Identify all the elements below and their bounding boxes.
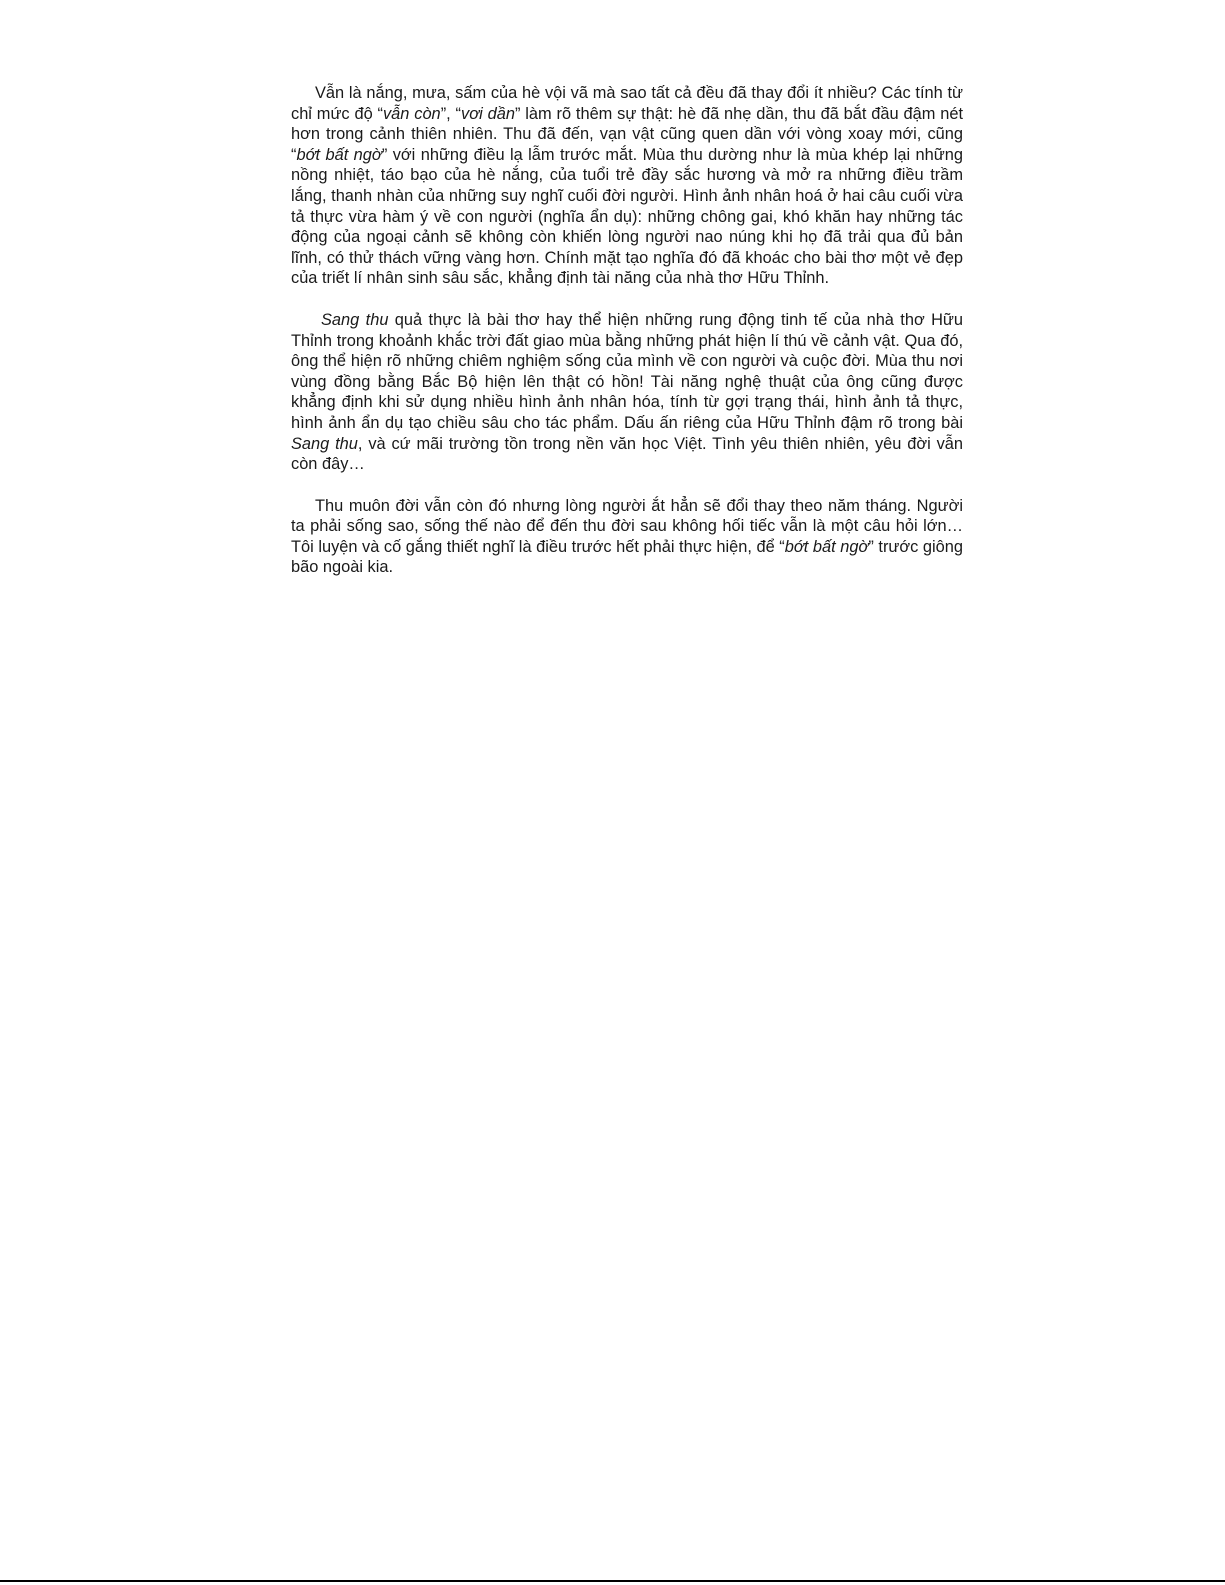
paragraph-sang-thu-summary: Sang thu quả thực là bài thơ hay thể hiện những rung động tinh tế của nhà thơ Hữu Thỉnh trong khoảnh khắc trời đất giao mùa bằng những phát hiện lí thú về cảnh vật. Qua đó, ông thể hiện rõ những chiêm nghiệm sống của mình về con người và cuộc đời. Mùa thu nơi vùng đồng bằng Bắc Bộ hiện lên thật có hồn! Tài năng nghệ thuật của ông cũng được khẳng định khi sử dụng nhiều hình ảnh nhân hóa, tính từ gợi trạng thái, hình ảnh tả thực, hình ảnh ẩn dụ tạo chiều sâu cho tác phẩm. Dấu ấn riêng của Hữu Thỉnh đậm rõ trong bài Sang thu, và cứ mãi trường tồn trong nền văn học Việt. Tình yêu thiên nhiên, yêu đời vẫn còn đây… — [291, 310, 964, 474]
body-text — [291, 83, 963, 599]
paragraph-summer-to-autumn: Vẫn là nắng, mưa, sấm của hè vội vã mà sao tất cả đều đã thay đổi ít nhiều? Các tính từ chỉ mức độ “vẫn còn”, “vơi dần” làm rõ thêm sự thật: hè đã nhẹ dần, thu đã bắt đầu đậm nét hơn trong cảnh thiên nhiên. Thu đã đến, vạn vật cũng quen dần với vòng xoay mới, cũng “bớt bất ngờ” với những điều lạ lẫm trước mắt. Mùa thu dường như là mùa khép lại những nồng nhiệt, táo bạo của hè nắng, của tuổi trẻ đầy sắc hương và mở ra những điều trầm lắng, thanh nhàn của những suy nghĩ cuối đời người. Hình ảnh nhân hoá ở hai câu cuối vừa tả thực vừa hàm ý về con người (nghĩa ẩn dụ): những chông gai, khó khăn hay những tác động của ngoại cảnh sẽ không còn khiến lòng người nao núng khi họ đã trải qua đủ bản lĩnh, có thử thách vững vàng hơn. Chính mặt tạo nghĩa đó đã khoác cho bài thơ một vẻ đẹp của triết lí nhân sinh sâu sắc, khẳng định tài năng của nhà thơ Hữu Thỉnh. — [291, 84, 963, 288]
paragraph-conclusion: Thu muôn đời vẫn còn đó nhưng lòng người ắt hẳn sẽ đổi thay theo năm tháng. Người ta phải sống sao, sống thế nào để đến thu đời sau không hối tiếc vẫn là một câu hỏi lớn… Tôi luyện và cố gắng thiết nghĩ là điều trước hết phải thực hiện, để “bớt bất ngờ” trước giông bão ngoài kia. — [291, 496, 963, 577]
page-bottom-border — [0, 1580, 1225, 1582]
